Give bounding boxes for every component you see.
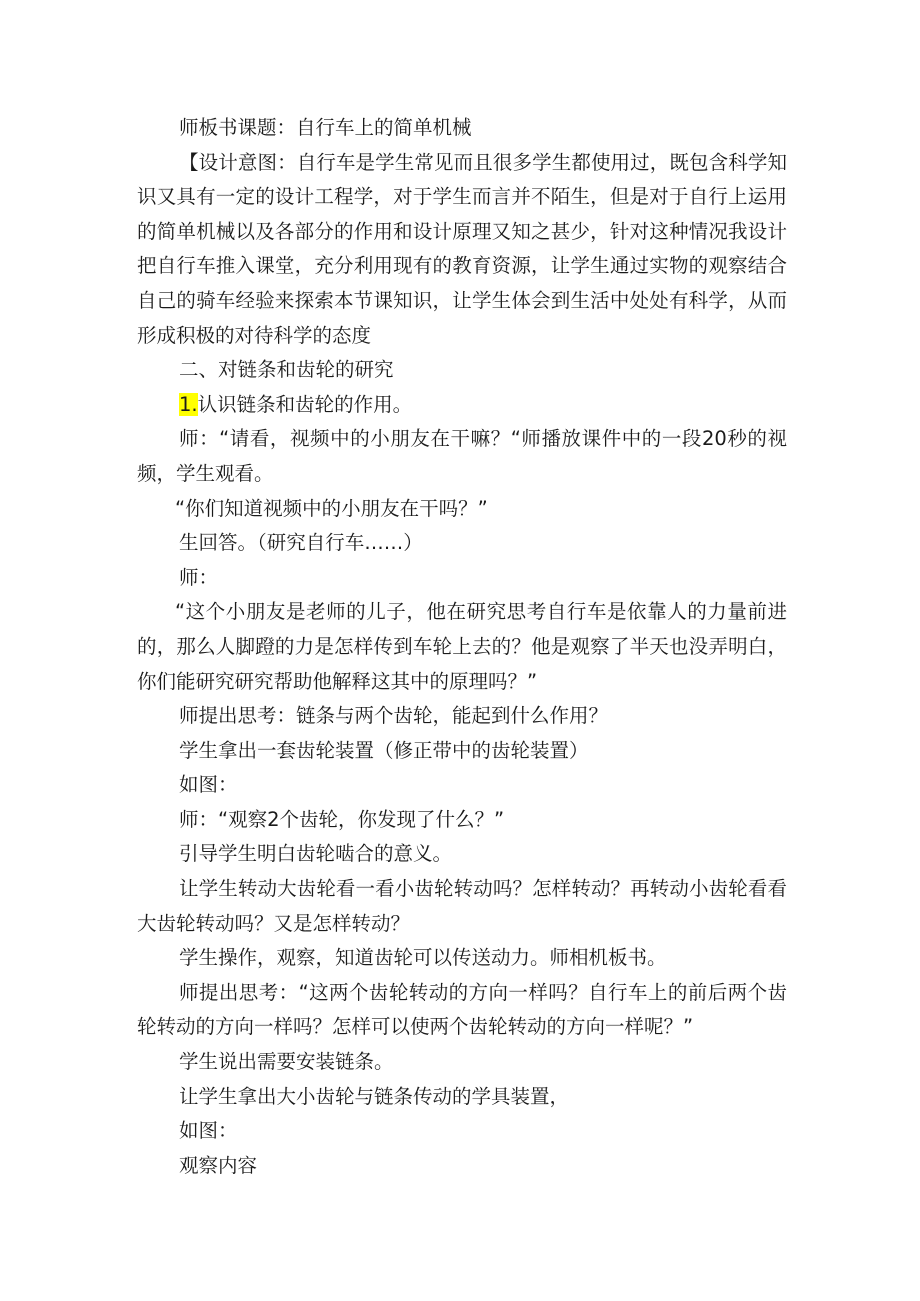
paragraph: 师提出思考：“这两个齿轮转动的方向一样吗？自行车上的前后两个齿轮转动的方向一样吗？怎样可以使两个齿轮转动的方向一样呢？” bbox=[137, 980, 787, 1039]
paragraph-design-intent: 【设计意图：自行车是学生常见而且很多学生都使用过，既包含科学知识又具有一定的设计工程学，对于学生而言并不陌生，但是对于自行上运用的简单机械以及各部分的作用和设计原理又知之甚少，针对这种情况我设计把自行车推入课堂，充分利用现有的教育资源，让学生通过实物的观察结合自己的骑车经验来探索本节课知识，让学生体会到生活中处处有科学，从而形成积极的对待科学的态度 bbox=[137, 150, 787, 347]
paragraph: 师提出思考：链条与两个齿轮，能起到什么作用？ bbox=[179, 704, 609, 728]
paragraph: 让学生转动大齿轮看一看小齿轮转动吗？怎样转动？再转动小齿轮看看大齿轮转动吗？又是怎样转动？ bbox=[137, 877, 787, 935]
paragraph: 师：“观察2个齿轮，你发现了什么？” bbox=[179, 807, 505, 831]
paragraph: 师： bbox=[179, 565, 219, 589]
paragraph: “你们知道视频中的小朋友在干吗？” bbox=[175, 496, 488, 520]
paragraph: 让学生拿出大小齿轮与链条传动的学具装置， bbox=[179, 1084, 570, 1108]
paragraph: 观察内容 bbox=[179, 1153, 258, 1177]
paragraph: 师：“请看，视频中的小朋友在干嘛？“师播放课件中的一段20秒的视频，学生观看。 bbox=[137, 427, 787, 485]
paragraph-title: 师板书课题：自行车上的简单机械 bbox=[179, 116, 472, 139]
paragraph: 生回答。（研究自行车……） bbox=[179, 531, 423, 555]
paragraph: 学生拿出一套齿轮装置（修正带中的齿轮装置） bbox=[179, 738, 589, 762]
highlighted-number: 1. bbox=[179, 392, 198, 416]
paragraph: “这个小朋友是老师的儿子，他在研究思考自行车是依靠人的力量前进的，那么人脚蹬的力是怎样传到车轮上去的？他是观察了半天也没弄明白，你们能研究研究帮助他解释这其中的原理吗？” bbox=[137, 600, 787, 693]
paragraph-numbered-item bbox=[137, 388, 787, 423]
section-heading: 二、对链条和齿轮的研究 bbox=[179, 358, 394, 382]
paragraph: 学生操作，观察，知道齿轮可以传送动力。师相机板书。 bbox=[179, 946, 667, 970]
document-body bbox=[137, 111, 787, 1183]
paragraph: 如图： bbox=[179, 773, 238, 797]
paragraph: 学生说出需要安装链条。 bbox=[179, 1050, 394, 1074]
numbered-item-text: 认识链条和齿轮的作用。 bbox=[197, 392, 413, 416]
paragraph: 如图： bbox=[179, 1119, 238, 1143]
paragraph: 引导学生明白齿轮啮合的意义。 bbox=[179, 842, 453, 866]
